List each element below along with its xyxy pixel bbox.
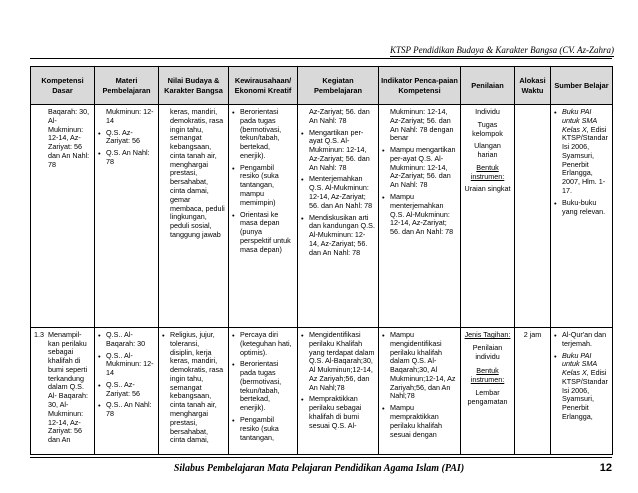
header-rule <box>30 58 612 59</box>
document-header-title: KTSP Pendidikan Budaya & Karakter Bangsa (CV. Az-Zahra) <box>390 45 614 55</box>
col-header-kegiatan: Kegiatan Pembelajaran <box>298 67 379 105</box>
list-item: • Mendiskusikan arti dan kandungan Q.S. Al-Mukminun: 12-14, Az-Zariyat; 56. dan An Nahl: 78 <box>301 214 375 258</box>
penilaian-jenis: Penilaian individu <box>472 342 503 361</box>
cell-nilai <box>159 328 229 455</box>
alokasi-text: 2 jam <box>523 330 542 339</box>
list-item <box>554 352 609 422</box>
col-header-kompetensi: Kompetensi Dasar <box>31 67 95 105</box>
list-item: • Mempraktikkan perilaku sebagai khalifah di bumi sesuai Q.S. Al- <box>301 395 375 430</box>
sumber-text: Edisi KTSP/Standar Isi 2006, Syamsuri, Penerbit Erlangga, 2007, Hlm. 1-17. <box>562 124 608 196</box>
col-header-penilaian: Penilaian <box>461 67 515 105</box>
penilaian-jenis-label: Jenis Tagihan: <box>464 330 511 339</box>
page-number: 12 <box>599 462 612 474</box>
col-header-sumber: Sumber Belajar <box>551 67 613 105</box>
cell-indikator <box>379 105 461 328</box>
cell-sumber <box>551 105 613 328</box>
list-item: • Menterjemahkan Q.S. Al-Mukminun: 12-14, Az-Zariyat; 56. dan An Nahl: 78 <box>301 175 375 210</box>
nilai-text: keras, mandiri, demokratis, rasa ingin tahu, semangat kebangsaan, cinta tanah air, menghargai prestasi, bersahabat, cinta damai, gemar membaca, peduli lingkungan, peduli sosial, tanggung jawab <box>170 107 225 239</box>
materi-text: Mukminun: 12-14 <box>106 107 154 125</box>
penilaian-bentuk: Uraian singkat <box>464 184 511 194</box>
cell-penilaian <box>461 105 515 328</box>
list-item: • Berorientasi pada tugas (bermotivasi, tekun/tabah, bertekad, enerjik). <box>232 360 294 413</box>
col-header-kewirausahaan: Kewirausahaan/ Ekonomi Kreatif <box>229 67 298 105</box>
cell-kegiatan <box>298 328 379 455</box>
list-item: • Mampu mengartikan per-ayat Q.S. Al-Mukminun: 12-14, Az-Zariyat; 56. dan An Nahl: 78 <box>382 146 457 190</box>
cell-materi <box>95 328 159 455</box>
list-item <box>554 108 609 196</box>
list-item: • Pengambil resiko (suka tantangan, <box>232 416 294 442</box>
col-header-alokasi: Alokasi Waktu <box>515 67 551 105</box>
indikator-intro: Mukminun: 12-14, Az-Zariyat; 56. dan An Nahl: 78 dengan benar <box>390 107 454 143</box>
list-item <box>554 331 609 349</box>
list-item: • Mampu mempraktikkan perilaku khalifah sesuai dengan <box>382 404 457 439</box>
sumber-italic: Buku PAI untuk SMA Kelas X, <box>562 350 597 378</box>
list-item: • Berorientasi pada tugas (bermotivasi, tekun/tabah, bertekad, enerjik). <box>232 108 294 161</box>
penilaian-tugas: Tugas kelompok <box>472 119 503 138</box>
list-item: • Pengambil resiko (suka tantangan, mampu memimpin) <box>232 164 294 208</box>
list-item: • Mengartikan per-ayat Q.S. Al-Mukminun: 12-14, Az-Zariyat; 56. dan An Nahl: 78 <box>301 129 375 173</box>
footer-title: Silabus Pembelajaran Mata Pelajaran Pendidikan Agama Islam (PAI) <box>173 463 465 474</box>
penilaian-bentuk-label: Bentuk instrumen: <box>470 162 505 181</box>
table-header-row <box>31 67 613 105</box>
cell-alokasi <box>515 105 551 328</box>
sumber-text: Edisi KTSP/Standar Isi 2006, Syamsuri, Penerbit Erlangga, <box>562 368 608 422</box>
list-item: • Q.S. An Nahl: 78 <box>98 149 155 167</box>
sumber-text: Buku-buku yang relevan. <box>562 197 606 216</box>
cell-alokasi <box>515 328 551 455</box>
list-item: • Q.S.. Az-Zariyat: 56 <box>98 381 155 399</box>
list-item: • Q.S. Az-Zariyat: 56 <box>98 129 155 147</box>
cell-indikator <box>379 328 461 455</box>
kegiatan-intro: Az-Zariyat; 56. dan An Nahl: 78 <box>309 107 370 125</box>
list-item: • Q.S.. Al-Baqarah: 30 <box>98 331 155 349</box>
table-row <box>31 105 613 328</box>
col-header-nilai: Nilai Budaya & Karakter Bangsa <box>159 67 229 105</box>
col-header-indikator: Indikator Penca-paian Kompetensi <box>379 67 461 105</box>
list-item <box>554 199 609 217</box>
penilaian-individu: Individu <box>475 107 500 116</box>
cell-kewirausahaan <box>229 328 298 455</box>
list-item: • Orientasi ke masa depan (punya perspektif untuk masa depan) <box>232 211 294 255</box>
kd-number: 1.3 <box>34 330 44 339</box>
penilaian-ulangan: Ulangan harian <box>474 141 501 160</box>
cell-kompetensi <box>31 328 95 455</box>
penilaian-bentuk-label: Bentuk instrumen: <box>470 366 505 385</box>
kompetensi-text: Baqarah: 30, Al-Mukminun: 12-14, Az-Zariyat: 56 dan An Nahl: 78 <box>48 107 90 169</box>
sumber-italic: Buku PAI untuk SMA Kelas X, <box>562 107 597 134</box>
cell-kewirausahaan <box>229 105 298 328</box>
cell-sumber <box>551 328 613 455</box>
penilaian-bentuk: Lembar pengamatan <box>467 387 508 406</box>
list-item: • Mengidentifikasi perilaku Khalifah yang terdapat dalam Q.S. Al-Baqarah;30, Al Mukminun;12-14, Az Zariyah;56, dan An Nahl;78 <box>301 331 375 392</box>
cell-materi <box>95 105 159 328</box>
syllabus-table <box>30 66 613 455</box>
col-header-materi: Materi Pembelajaran <box>95 67 159 105</box>
list-item: • Percaya diri (keteguhan hati, optimis). <box>232 331 294 357</box>
list-item: • Religius, jujur, toleransi, disiplin, kerja keras, mandiri, demokratis, rasa ingin tahu, semangat kebangsaan, cinta tanah air, menghargai prestasi, bersahabat, cinta damai, <box>162 331 225 445</box>
cell-nilai <box>159 105 229 328</box>
footer-rule <box>30 457 612 458</box>
list-item: • Mampu menterjemahkan Q.S. Al-Mukminun: 12-14, Az-Zariyat; 56. dan An Nahl: 78 <box>382 193 457 237</box>
cell-kegiatan <box>298 105 379 328</box>
kompetensi-text: Menampil-kan perilaku sebagai khalifah di bumi seperti terkandung dalam Q.S. Al- Baqarah: 30, Al-Mukminun: 12-14, Az-Zariyat: 56 dan An <box>48 329 88 445</box>
cell-kompetensi <box>31 105 95 328</box>
cell-penilaian <box>461 328 515 455</box>
list-item: • Mampu mengidentifikasi perilaku khalifah dalam Q.S. Al-Baqarah;30, Al Mukminun;12-14, Az Zariyah;56, dan An Nahl;78 <box>382 331 457 401</box>
table-row <box>31 328 613 455</box>
list-item: • Q.S.. Al-Mukminun: 12-14 <box>98 352 155 378</box>
sumber-text: Al-Qur'an dan terjemah. <box>562 330 607 348</box>
list-item: • Q.S.. An Nahl: 78 <box>98 401 155 419</box>
